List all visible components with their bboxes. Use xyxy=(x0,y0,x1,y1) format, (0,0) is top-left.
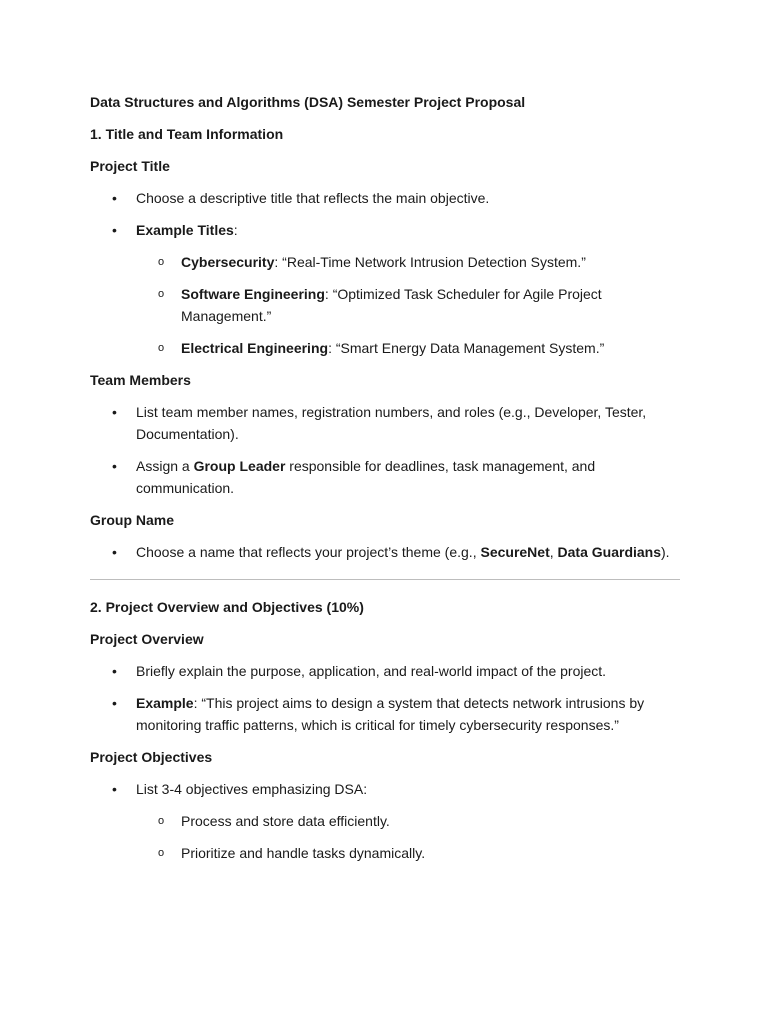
list-item-bold-text: Group Leader xyxy=(193,458,286,474)
list-item-text: Choose a name that reflects your project’s theme (e.g., xyxy=(136,544,481,560)
document-body xyxy=(90,91,680,874)
project-objectives-heading: Project Objectives xyxy=(90,749,213,765)
example-title-text: : “Smart Energy Data Management System.” xyxy=(328,340,605,356)
sub-bullet-marker: o xyxy=(158,342,165,354)
team-members-list xyxy=(90,401,680,499)
bullet-marker: • xyxy=(112,404,117,420)
list-item xyxy=(90,541,680,563)
list-item xyxy=(90,660,680,682)
sub-list-item xyxy=(90,251,680,273)
list-item-text: : xyxy=(233,222,238,238)
list-item xyxy=(90,778,680,800)
list-item-bold-text: Example xyxy=(136,695,194,711)
example-field-label: Software Engineering xyxy=(181,286,325,302)
list-item xyxy=(90,219,680,241)
project-title-heading: Project Title xyxy=(90,158,170,174)
bullet-marker: • xyxy=(112,781,117,797)
objective-text: Process and store data efficiently. xyxy=(181,813,390,829)
example-title-text: : “Real-Time Network Intrusion Detection System.” xyxy=(274,254,586,270)
group-name-list xyxy=(90,541,680,563)
bullet-marker: • xyxy=(112,544,117,560)
sub-list-item xyxy=(90,842,680,864)
bullet-marker: • xyxy=(112,190,117,206)
example-title-text: : “Optimized Task Scheduler for Agile Project Management.” xyxy=(181,286,602,324)
bullet-marker: • xyxy=(112,222,117,238)
bullet-marker: • xyxy=(112,458,117,474)
list-item-text: List team member names, registration numbers, and roles (e.g., Developer, Tester, Documentation). xyxy=(136,404,647,442)
sub-list-item xyxy=(90,283,680,327)
team-members-heading: Team Members xyxy=(90,372,191,388)
project-objectives-list xyxy=(90,778,680,864)
list-item-text: ). xyxy=(661,544,670,560)
list-item xyxy=(90,187,680,209)
group-name-heading: Group Name xyxy=(90,512,175,528)
sub-bullet-marker: o xyxy=(158,847,165,859)
sub-list-item xyxy=(90,810,680,832)
list-item-bold-text: Data Guardians xyxy=(557,544,662,560)
sub-bullet-marker: o xyxy=(158,256,165,268)
project-overview-list xyxy=(90,660,680,736)
document-title: Data Structures and Algorithms (DSA) Semester Project Proposal xyxy=(90,94,526,110)
list-item-text: : “This project aims to design a system that detects network intrusions by monitoring traffic patterns, which is critical for timely cybersecurity responses.” xyxy=(136,695,645,733)
list-item xyxy=(90,401,680,445)
list-item-bold-text: Example Titles xyxy=(136,222,234,238)
section-2-heading: 2. Project Overview and Objectives (10%) xyxy=(90,599,364,615)
bullet-marker: • xyxy=(112,695,117,711)
list-item xyxy=(90,692,680,736)
section-divider xyxy=(90,579,680,580)
objective-text: Prioritize and handle tasks dynamically. xyxy=(181,845,426,861)
list-item-text: Choose a descriptive title that reflects the main objective. xyxy=(136,190,490,206)
list-item-text: Assign a xyxy=(136,458,194,474)
section-1-heading: 1. Title and Team Information xyxy=(90,126,284,142)
example-field-label: Cybersecurity xyxy=(181,254,275,270)
list-item-text: Briefly explain the purpose, application, and real-world impact of the project. xyxy=(136,663,607,679)
project-title-list xyxy=(90,187,680,359)
project-overview-heading: Project Overview xyxy=(90,631,204,647)
example-field-label: Electrical Engineering xyxy=(181,340,329,356)
bullet-marker: • xyxy=(112,663,117,679)
sub-list-item xyxy=(90,337,680,359)
list-item-text: , xyxy=(549,544,558,560)
list-item-text: responsible for deadlines, task management, and communication. xyxy=(136,458,596,496)
sub-bullet-marker: o xyxy=(158,288,165,300)
list-item-bold-text: SecureNet xyxy=(480,544,550,560)
sub-bullet-marker: o xyxy=(158,815,165,827)
list-item-text: List 3-4 objectives emphasizing DSA: xyxy=(136,781,368,797)
list-item xyxy=(90,455,680,499)
